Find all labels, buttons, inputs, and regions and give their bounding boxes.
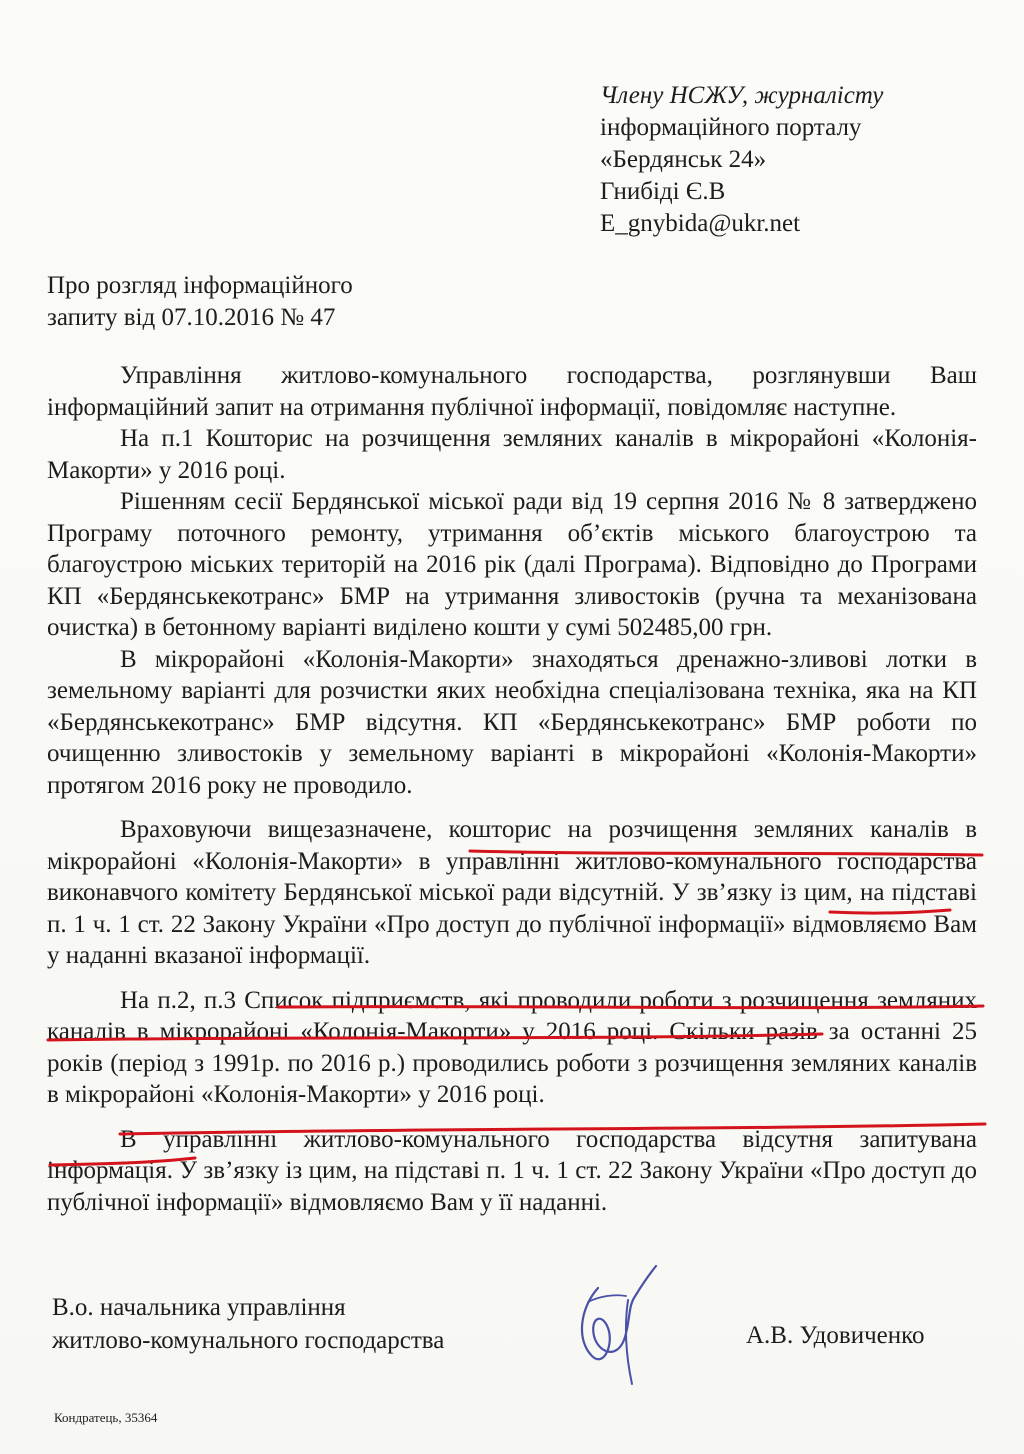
subject-block (47, 270, 467, 334)
body-paragraph: На п.2, п.3 Список підприємств, які проводили роботи з розчищення земляних каналів в мікрорайоні «Колонія-Макорти» у 2016 році. Скільки разів за останні 25 років (період з 1991р. по 2016 р.) проводились роботи з розчищення земляних каналів в мікрорайоні «Колонія-Макорти» у 2016 році. (47, 986, 977, 1108)
body-paragraph: В управлінні житлово-комунального господарства відсутня запитувана інформація. У зв’язку із цим, на підставі п. 1 ч. 1 ст. 22 Закону України «Про доступ до публічної інформації» відмовляємо Вам у її наданні. (47, 1125, 977, 1216)
signatory-title-line: В.о. начальника управління (52, 1294, 346, 1321)
body-paragraph: Рішенням сесії Бердянської міської ради від 19 серпня 2016 № 8 затверджено Програму поточного ремонту, утримання об’єктів міського благоустрою та благоустрою міських територій на 2016 рік (далі Програма). Відповідно до Програми КП «Бердянськекотранс» БМР на утримання зливостоків (ручна та механізована очистка) в бетонному варіанті виділено кошти у сумі 502485,00 грн. (47, 488, 977, 641)
signatory-title-line: житлово-комунального господарства (52, 1327, 445, 1354)
body-paragraph: Управління житлово-комунального господарства, розглянувши Ваш інформаційний запит на отримання публічної інформації, повідомляє наступне. (47, 362, 977, 421)
signatory-name: А.В. Удовиченко (746, 1322, 925, 1349)
addressee-email: E_gnybida@ukr.net (600, 210, 801, 237)
addressee-line: інформаційного порталу (600, 114, 862, 141)
handwritten-signature (540, 1248, 680, 1398)
letter-body (47, 360, 977, 1218)
addressee-line: «Бердянськ 24» (600, 146, 767, 173)
addressee-line: Члену НСЖУ, журналісту (600, 82, 884, 109)
body-paragraph: На п.1 Кошторис на розчищення земляних каналів в мікрорайоні «Колонія-Макорти» у 2016 році. (47, 425, 977, 484)
addressee-line: Гнибіді Є.В (600, 178, 726, 205)
subject-line: Про розгляд інформаційного (47, 272, 353, 299)
subject-line: запиту від 07.10.2016 № 47 (47, 304, 336, 331)
executor-note: Кондратець, 35364 (54, 1410, 158, 1425)
body-paragraph: В мікрорайоні «Колонія-Макорти» знаходяться дренажно-зливові лотки в земельному варіанті для розчистки яких необхідна спеціалізована техніка, яка на КП «Бердянськекотранс» БМР відсутня. КП «Бердянськекотранс» БМР роботи по очищенню зливостоків у земельному варіанті в мікрорайоні «Колонія-Макорти» протягом 2016 року не проводило. (47, 645, 977, 799)
addressee-block (600, 80, 1000, 240)
signatory-title (52, 1291, 444, 1357)
body-paragraph: Враховуючи вищезазначене, кошторис на розчищення земляних каналів в мікрорайоні «Колонія-Макорти» в управлінні житлово-комунального господарства виконавчого комітету Бердянської міської ради відсутній. У зв’язку із цим, на підставі п. 1 ч. 1 ст. 22 Закону України «Про доступ до публічної інформації» відмовляємо Вам у наданні вказаної інформації. (47, 816, 977, 969)
